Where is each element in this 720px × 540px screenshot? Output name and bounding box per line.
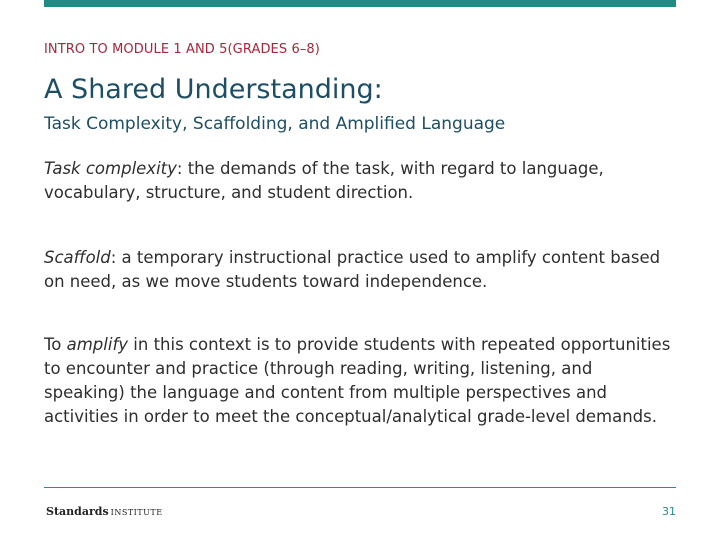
definition-term: amplify: [66, 335, 129, 354]
definition-separator: :: [110, 248, 122, 267]
logo-main-text: Standards: [46, 505, 109, 518]
logo-sub-text: INSTITUTE: [110, 508, 163, 517]
definition-text: a temporary instructional practice used to amplify content based on need, as we move students toward independence.: [44, 248, 661, 291]
definition-separator: :: [176, 159, 188, 178]
definition-text: the demands of the task, with regard to language, vocabulary, structure, and student direction.: [44, 159, 604, 202]
top-accent-bar: [44, 0, 676, 7]
slide-title: A Shared Understanding:: [44, 74, 383, 105]
definition-amplify: [44, 333, 676, 429]
standards-institute-logo: [46, 505, 163, 518]
definition-text: in this context is to provide students with repeated opportunities to encounter and practice (through reading, writing, listening, and speaking) the language and content from multiple perspectives and activities in order to meet the conceptual/analytical grade-level demands.: [44, 335, 671, 426]
definition-task-complexity: [44, 157, 676, 205]
page-number: 31: [662, 505, 676, 518]
definition-scaffold: [44, 246, 676, 294]
definition-prefix: To: [44, 335, 67, 354]
module-kicker: INTRO TO MODULE 1 AND 5(GRADES 6–8): [44, 42, 320, 57]
definition-term: Task complexity: [44, 159, 177, 178]
definition-term: Scaffold: [44, 248, 111, 267]
slide-subtitle: Task Complexity, Scaffolding, and Amplified Language: [44, 114, 506, 134]
footer-divider: [44, 487, 676, 488]
